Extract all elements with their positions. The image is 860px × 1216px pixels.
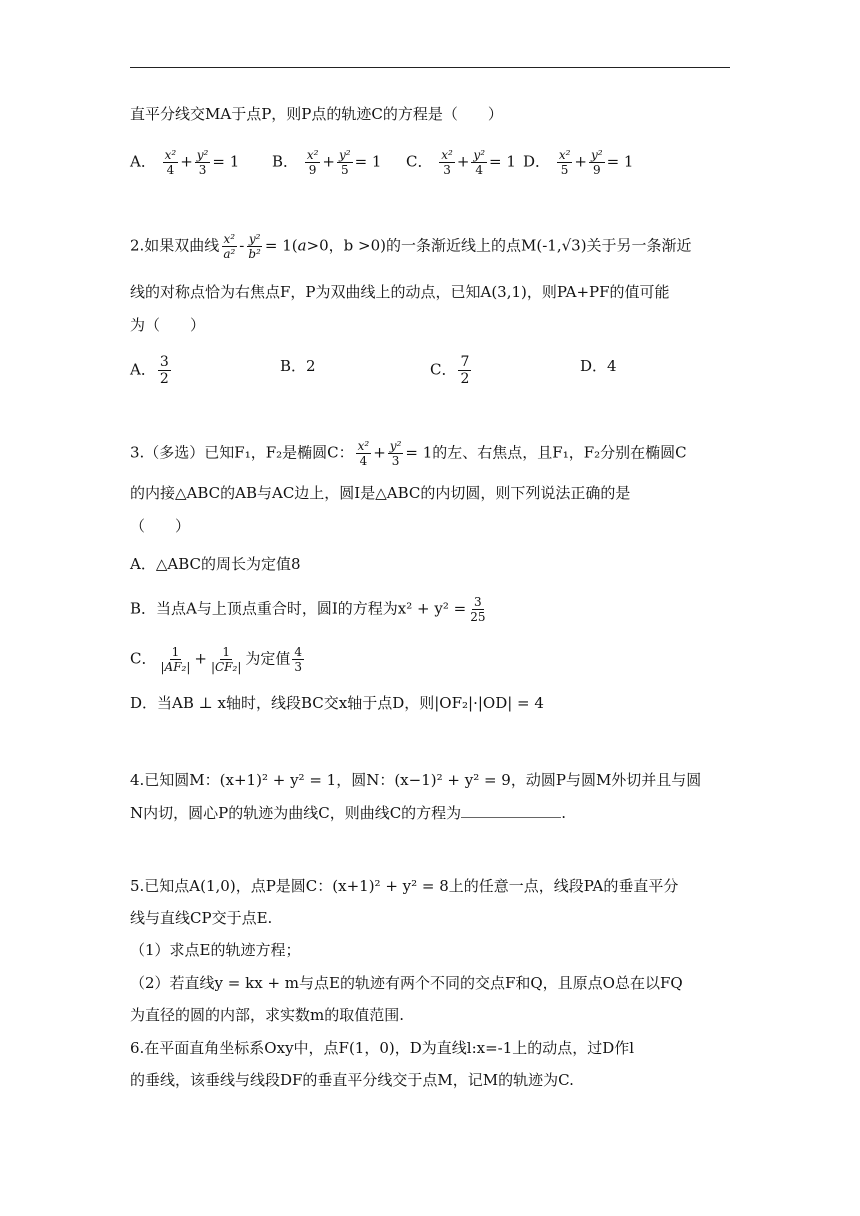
q5-line1: 5.已知点A(1,0)，点P是圆C：(x+1)² + y² = 8上的任意一点，线段PA的垂直平分 [130, 877, 679, 895]
q5-sub1: （1）求点E的轨迹方程； [130, 941, 301, 959]
q3-option-c[interactable]: C． $\frac{1}{\text{|AF₂|}}$ + $\frac{1}{\text{|CF₂|}}$ 为定值 $\frac{4}{3}$ [130, 645, 303, 674]
q2-option-b[interactable]: B．2 [280, 357, 316, 375]
q2-option-d[interactable]: D．4 [580, 357, 617, 375]
q5-sub2b: 为直径的圆的内部，求实数m的取值范围. [130, 1006, 404, 1024]
q3-line2: 的内接△ABC的AB与AC边上，圆I是△ABC的内切圆，则下列说法正确的是 [130, 484, 631, 502]
q3-option-d[interactable]: D．当AB ⊥ x轴时，线段BC交x轴于点D，则|OF₂|·|OD| = 4 [130, 694, 544, 712]
q2-line2: 线的对称点恰为右焦点F，P为双曲线上的动点，已知A(3,1)，则PA+PF的值可能 [130, 283, 670, 301]
q-prev-option-b[interactable]: B． $\frac{\text{x²}}{9}$ + $\frac{\text{y²}}{5}$ = 1 [272, 148, 382, 177]
q2-line1: 2.如果双曲线 $\frac{\text{x²}}{\text{a²}}$ - $\frac{\text{y²}}{\text{b²}}$ = 1(a>0，b >0)的一条渐近线上的点M(-1,√3)关于另一条渐近 [130, 232, 692, 261]
q2-options [130, 350, 730, 386]
q4-line2: N内切，圆心P的轨迹为曲线C，则曲线C的方程为 . [130, 804, 566, 822]
q5-sub2: （2）若直线y = kx + m与点E的轨迹有两个不同的交点F和Q，且原点O总在以FQ [130, 974, 683, 992]
q5-line2: 线与直线CP交于点E. [130, 909, 273, 927]
q-prev-option-c[interactable]: C． $\frac{\text{x²}}{3}$ + $\frac{\text{y²}}{4}$ = 1 [406, 148, 516, 177]
q2-line3: 为（ ） [130, 316, 206, 334]
q2-option-a[interactable]: A． $\frac{3}{2}$ [130, 354, 169, 387]
q-prev-option-d[interactable]: D． $\frac{\text{x²}}{5}$ + $\frac{\text{y²}}{9}$ = 1 [523, 148, 634, 177]
q4-answer-blank[interactable] [461, 803, 561, 818]
q-prev-options [130, 142, 730, 178]
q6-line1: 6.在平面直角坐标系Oxy中，点F(1，0)，D为直线l:x=-1上的动点，过D作l [130, 1039, 635, 1057]
q4-line1: 4.已知圆M：(x+1)² + y² = 1，圆N：(x−1)² + y² = 9，动圆P与圆M外切并且与圆 [130, 771, 702, 789]
q6-line2: 的垂线，该垂线与线段DF的垂直平分线交于点M，记M的轨迹为C. [130, 1071, 574, 1089]
header-rule [130, 67, 730, 68]
q-prev-stem: 直平分线交MA于点P，则P点的轨迹C的方程是（ ） [130, 105, 503, 123]
q3-line3: （ ） [130, 517, 191, 535]
q2-option-c[interactable]: C． $\frac{7}{2}$ [430, 354, 470, 387]
q3-line1: 3.（多选）已知F₁，F₂是椭圆C： $\frac{\text{x²}}{4}$ + $\frac{\text{y²}}{3}$ = 1的左、右焦点，且F₁，F₂分别在椭圆C [130, 439, 687, 468]
q3-option-a[interactable]: A．△ABC的周长为定值8 [130, 555, 301, 573]
q3-option-b[interactable]: B．当点A与上顶点重合时，圆I的方程为x² + y² = $\frac{3}{25}$ [130, 595, 486, 624]
q-prev-option-a[interactable]: A． $\frac{\text{x²}}{4}$ + $\frac{\text{y²}}{3}$ = 1 [130, 148, 240, 177]
